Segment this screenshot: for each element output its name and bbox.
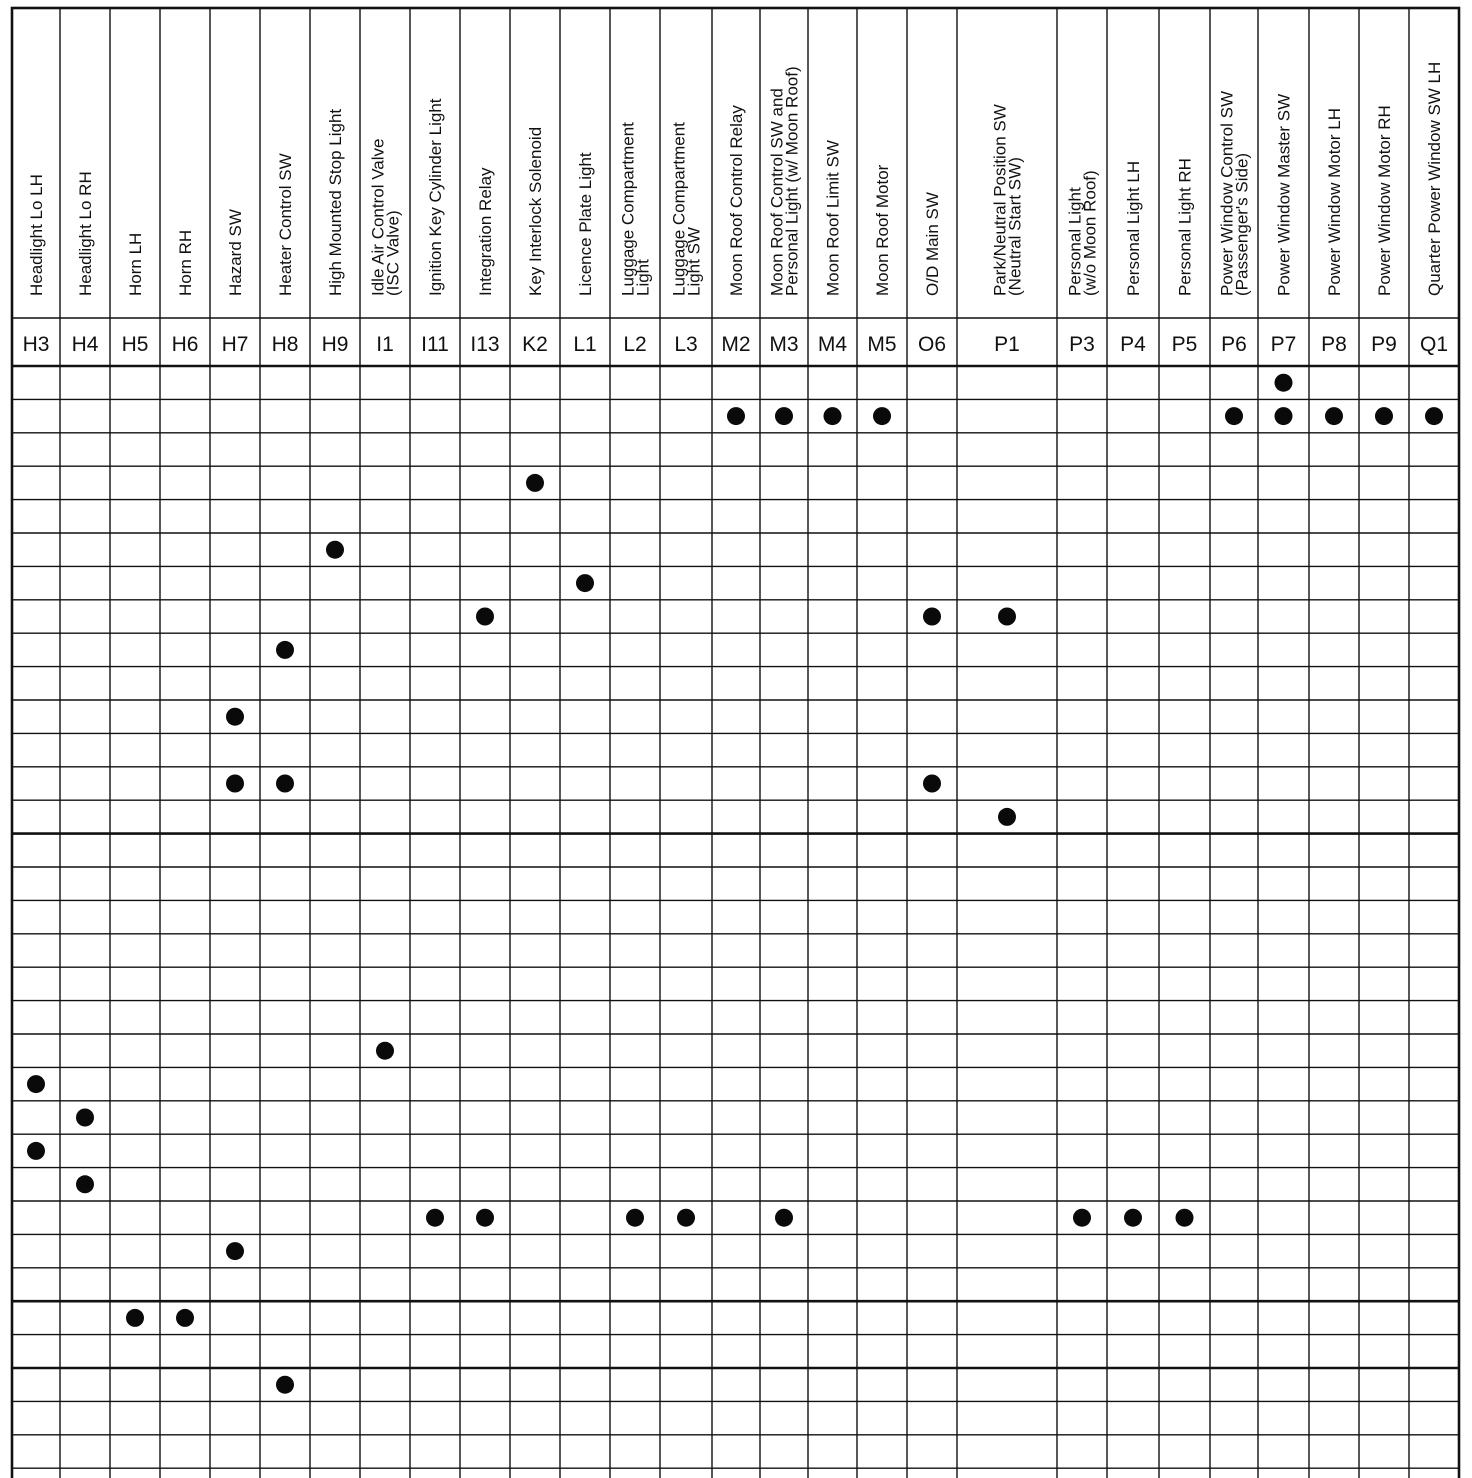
connection-dot bbox=[677, 1209, 695, 1227]
column-name: Idle Air Control Valve bbox=[368, 138, 388, 296]
column-name: Power Window Master SW bbox=[1274, 93, 1294, 296]
column-name: Personal Light RH bbox=[1175, 158, 1195, 296]
column-code: H7 bbox=[221, 333, 249, 356]
connection-dot bbox=[998, 608, 1016, 626]
column-name: High Mounted Stop Light bbox=[326, 108, 345, 296]
connection-dot bbox=[1275, 374, 1293, 392]
column-name: Personal Light bbox=[1065, 187, 1085, 296]
column-name: Key Interlock Solenoid bbox=[526, 126, 545, 296]
connection-dot bbox=[1425, 407, 1443, 425]
column-name: Headlight Lo RH bbox=[76, 171, 95, 296]
column-code: O6 bbox=[917, 333, 947, 356]
column-name: Luggage Compartment bbox=[618, 122, 638, 296]
column-name: (Passenger's Side) bbox=[1232, 152, 1252, 296]
column-name: Horn RH bbox=[176, 229, 195, 296]
connection-dot bbox=[426, 1209, 444, 1227]
connection-dot bbox=[727, 407, 745, 425]
column-code: I1 bbox=[376, 333, 394, 356]
column-code: H3 bbox=[22, 333, 50, 356]
column-name: Moon Roof Limit SW bbox=[823, 140, 843, 296]
column-name: Light bbox=[633, 259, 653, 296]
column-headers bbox=[27, 62, 1444, 296]
connection-dot bbox=[1325, 407, 1343, 425]
column-code: H6 bbox=[171, 333, 199, 356]
column-code: M3 bbox=[769, 333, 799, 356]
connection-dot bbox=[76, 1109, 94, 1127]
column-name: Headlight Lo LH bbox=[27, 174, 46, 296]
connection-dot bbox=[226, 775, 244, 793]
column-name: Moon Roof Control Relay bbox=[727, 105, 746, 296]
column-code: K2 bbox=[522, 333, 548, 356]
connection-dot bbox=[923, 608, 941, 626]
connection-dot bbox=[226, 708, 244, 726]
column-name: Integration Relay bbox=[476, 167, 495, 296]
connection-dot bbox=[326, 541, 344, 559]
column-name: (ISC Valve) bbox=[383, 210, 403, 296]
column-name: Personal Light (w/ Moon Roof) bbox=[782, 66, 802, 296]
connection-dot bbox=[873, 407, 891, 425]
connection-dot bbox=[76, 1175, 94, 1193]
column-name: Power Window Motor LH bbox=[1325, 107, 1344, 296]
column-code: L2 bbox=[623, 333, 647, 356]
column-code: P8 bbox=[1321, 333, 1347, 356]
column-code: I13 bbox=[470, 333, 500, 356]
connection-dot bbox=[1176, 1209, 1194, 1227]
connection-dot bbox=[824, 407, 842, 425]
column-code: M5 bbox=[867, 333, 897, 356]
connection-dot bbox=[576, 574, 594, 592]
connection-dot bbox=[1375, 407, 1393, 425]
column-name: Park/Neutral Position SW bbox=[990, 104, 1010, 296]
column-code: Q1 bbox=[1419, 333, 1449, 356]
column-name: O/D Main SW bbox=[923, 192, 942, 296]
connection-dot bbox=[476, 1209, 494, 1227]
connection-dot bbox=[923, 775, 941, 793]
column-code: P1 bbox=[994, 333, 1020, 356]
column-code: M4 bbox=[817, 333, 848, 356]
connection-dot bbox=[276, 1376, 294, 1394]
connection-dot bbox=[1225, 407, 1243, 425]
column-name: Power Window Motor RH bbox=[1375, 105, 1394, 296]
column-name: Heater Control SW bbox=[276, 153, 295, 296]
column-name: Hazard SW bbox=[226, 209, 245, 296]
connection-dot bbox=[226, 1242, 244, 1260]
column-code: P7 bbox=[1270, 333, 1297, 356]
connection-dot bbox=[176, 1309, 194, 1327]
column-name: Personal Light LH bbox=[1124, 160, 1143, 296]
connection-dot bbox=[276, 775, 294, 793]
connection-dot bbox=[276, 641, 294, 659]
column-name: (Neutral Start SW) bbox=[1005, 157, 1025, 296]
column-code: H4 bbox=[71, 333, 99, 356]
connection-dot bbox=[27, 1075, 45, 1093]
column-code: I11 bbox=[421, 333, 449, 356]
column-code: H9 bbox=[321, 333, 349, 356]
column-name: Ignition Key Cylinder Light bbox=[426, 98, 445, 296]
connection-dots bbox=[27, 374, 1443, 1394]
connection-dot bbox=[1124, 1209, 1142, 1227]
column-code: P5 bbox=[1171, 333, 1198, 356]
column-code: P3 bbox=[1069, 333, 1095, 356]
column-code: P9 bbox=[1371, 333, 1397, 356]
column-name: Horn LH bbox=[126, 232, 145, 296]
column-code: L3 bbox=[674, 333, 698, 356]
column-code: H5 bbox=[121, 333, 149, 356]
column-name: Moon Roof Control SW and bbox=[767, 88, 787, 296]
column-codes bbox=[23, 333, 1448, 356]
column-code: P6 bbox=[1221, 333, 1247, 356]
column-name: Quarter Power Window SW LH bbox=[1425, 61, 1444, 296]
connection-dot bbox=[1275, 407, 1293, 425]
connection-dot bbox=[775, 1209, 793, 1227]
connection-dot bbox=[526, 474, 544, 492]
connection-dot bbox=[376, 1042, 394, 1060]
column-code: P4 bbox=[1120, 333, 1146, 356]
column-code: M2 bbox=[721, 333, 751, 356]
connection-dot bbox=[27, 1142, 45, 1160]
column-name: Light SW bbox=[684, 227, 704, 296]
connection-dot bbox=[126, 1309, 144, 1327]
connection-dot bbox=[775, 407, 793, 425]
column-name: Licence Plate Light bbox=[576, 152, 595, 296]
connection-dot bbox=[998, 808, 1016, 826]
connection-dot bbox=[626, 1209, 644, 1227]
column-code: L1 bbox=[573, 333, 597, 356]
connection-dot bbox=[476, 608, 494, 626]
column-name: Power Window Control SW bbox=[1217, 90, 1237, 296]
column-name: Luggage Compartment bbox=[669, 122, 689, 296]
column-name: Moon Roof Motor bbox=[873, 164, 892, 296]
connection-dot bbox=[1073, 1209, 1091, 1227]
column-name: (w/o Moon Roof) bbox=[1080, 170, 1100, 296]
column-code: H8 bbox=[271, 333, 299, 356]
